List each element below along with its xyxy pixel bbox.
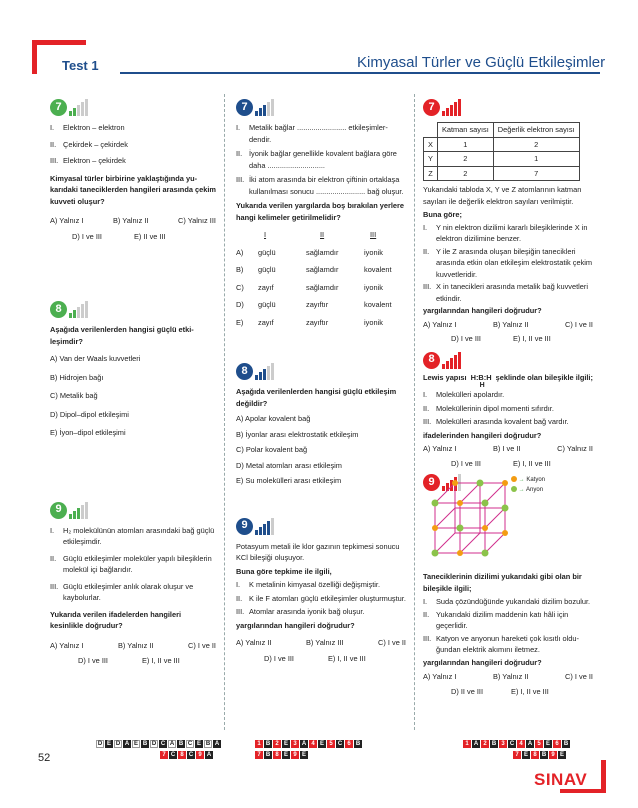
- answer-chip: 6: [553, 740, 561, 748]
- option-c[interactable]: C) Yalnız III: [178, 216, 216, 225]
- q9-options-row2: [50, 655, 216, 667]
- answer-chip: C: [188, 752, 194, 758]
- legend: [511, 475, 545, 495]
- cell: sağlamdır: [306, 247, 339, 257]
- ion-cation: [482, 525, 488, 531]
- answer-chip: 8: [273, 751, 281, 759]
- cell: X: [424, 137, 438, 152]
- answer-chip: 8: [178, 751, 186, 759]
- corner-mark-bottom-h: [560, 789, 606, 793]
- answer-chip: C: [337, 741, 343, 747]
- col-head-3: III: [370, 230, 377, 239]
- crystal-lattice-diagram: [425, 473, 525, 565]
- q8-badge: [423, 351, 593, 369]
- q7-statements: [236, 122, 406, 197]
- option-b[interactable]: B) I ve II: [493, 444, 521, 453]
- difficulty-bars-icon: [69, 301, 88, 318]
- answer-chip: 2: [481, 740, 489, 748]
- cell: güçlü: [258, 265, 276, 274]
- question-number: 8: [423, 352, 440, 369]
- option-e[interactable]: E) I, II ve III: [511, 686, 549, 696]
- option-e[interactable]: E) İyon–dipol etkileşimi: [50, 428, 126, 437]
- cell: zayıftır: [306, 300, 329, 309]
- question-number: 9: [50, 502, 67, 519]
- option-e[interactable]: E) II ve III: [133, 231, 166, 241]
- answer-chip: A: [527, 741, 533, 747]
- q8-badge: [236, 362, 406, 380]
- answer-chip: B: [205, 741, 211, 747]
- option-b[interactable]: B) Yalnız II: [118, 640, 154, 650]
- cell: iyonik: [364, 317, 383, 327]
- q7-stem-1: Buna göre;: [423, 210, 463, 219]
- answer-chip: 4: [309, 740, 317, 748]
- table-row: [424, 137, 580, 152]
- q7-intro: Yukarıdaki tabloda X, Y ve Z atomlarının katman sayıları ile değerlik elektron sayıları verilmiştir.: [423, 185, 582, 206]
- q7-badge: [423, 98, 593, 116]
- answer-chip: 7: [255, 751, 263, 759]
- q7-badge: [236, 98, 406, 116]
- difficulty-bars-icon: [442, 99, 461, 116]
- option-e[interactable]: E) I, II ve III: [512, 334, 551, 343]
- cell: zayıftır: [306, 317, 329, 327]
- ion-anion: [482, 550, 489, 557]
- ion-anion: [482, 500, 489, 507]
- option-e[interactable]: E) Su molekülleri arası etkileşim: [236, 476, 342, 485]
- answer-chip: B: [142, 741, 148, 747]
- column-divider-2: [414, 94, 415, 730]
- answer-chip: 8: [531, 751, 539, 759]
- q8-choices: [50, 353, 216, 439]
- statement: III. Elektron – çekirdek: [50, 156, 126, 165]
- option-a[interactable]: A) Yalnız I: [423, 444, 457, 453]
- q9-stem: Taneciklerinin dizilimi yukarıdaki gibi olan bir bileşikle ilgili;: [423, 572, 582, 593]
- option-d[interactable]: D) Dipol–dipol etkileşimi: [50, 409, 129, 419]
- question-number: 9: [423, 474, 440, 491]
- legend-anion: → Anyon: [511, 485, 545, 495]
- q7-badge: [50, 98, 216, 116]
- statement: II. Y ile Z arasında oluşan bileşiğin tanecikleri arasında etkin olan etkileşim elektrostatik çekim kuvvetleridir.: [423, 246, 593, 279]
- difficulty-bars-icon: [69, 99, 88, 116]
- answer-key-3-top: [463, 740, 570, 748]
- q7-statements: [423, 222, 593, 305]
- option-e[interactable]: E) I, II ve III: [141, 656, 180, 665]
- statement: III. Güçlü etkileşimler anlık olarak oluşur ve kaybolurlar.: [50, 581, 194, 602]
- q9-statements: [423, 596, 593, 656]
- answer-chip: 7: [513, 751, 521, 759]
- option-c[interactable]: C) Yalnız II: [557, 444, 593, 453]
- q9-options-row2: [236, 653, 406, 665]
- ion-cation: [457, 500, 463, 506]
- statement: II. Yukarıdaki dizilim maddenin katı hâli için geçerlidir.: [423, 609, 569, 630]
- answer-chip: 4: [517, 740, 525, 748]
- option-e[interactable]: E) I, II ve III: [512, 458, 551, 468]
- q9-options-row1: [236, 637, 406, 649]
- statement: II. İyonik bağlar genellikle kovalent bağlara göre daha ............................: [236, 149, 397, 170]
- question-number: 7: [423, 99, 440, 116]
- answer-chip: E: [133, 741, 138, 747]
- lewis-prefix: Lewis yapısı: [423, 372, 467, 382]
- header-rule: [120, 72, 600, 74]
- cell: sağlamdır: [306, 282, 339, 292]
- column-3: [423, 98, 593, 697]
- answer-chip: E: [106, 741, 111, 747]
- answer-chip: E: [319, 741, 324, 747]
- atom-table: [423, 122, 580, 181]
- difficulty-bars-icon: [255, 518, 274, 535]
- ion-cation: [432, 525, 438, 531]
- answer-chip: B: [355, 741, 361, 747]
- cell: 1: [493, 152, 579, 167]
- q8-options-row1: [423, 443, 593, 455]
- cell: 2: [437, 152, 493, 167]
- q9-statements: [50, 525, 216, 604]
- statement: II. Güçlü etkileşimler moleküler yapılı bileşiklerin molekül içi bağlarıdır.: [50, 553, 212, 574]
- cell: güçlü: [258, 247, 276, 257]
- answer-chip: B: [265, 741, 271, 747]
- answer-chip: C: [160, 741, 166, 747]
- option-a[interactable]: A) Apolar kovalent bağ: [236, 414, 311, 423]
- cell: Y: [424, 152, 438, 167]
- answer-chip: E: [283, 741, 288, 747]
- q8-choices: [236, 413, 406, 487]
- column-1: [50, 98, 216, 667]
- difficulty-bars-icon: [255, 363, 274, 380]
- statement: II. Çekirdek – çekirdek: [50, 139, 128, 149]
- statement: I. Suda çözündüğünde yukarıdaki dizilim bozulur.: [423, 597, 591, 606]
- q9-intro: Potasyum metali ile klor gazının tepkimesi sonucu KCl bileşiği oluşuyor.: [236, 541, 400, 562]
- option-d[interactable]: D) I ve III: [264, 653, 294, 663]
- cell: 2: [493, 137, 579, 152]
- answer-chip: E: [523, 752, 528, 758]
- corner-mark-top-h: [32, 40, 86, 45]
- answer-chip: E: [283, 752, 288, 758]
- question-number: 7: [50, 99, 67, 116]
- question-number: 7: [236, 99, 253, 116]
- option-d[interactable]: D) I ve III: [78, 656, 108, 665]
- column-divider-1: [224, 94, 225, 730]
- answer-key-3-bot: [513, 751, 566, 759]
- answer-chip: B: [541, 752, 547, 758]
- answer-chip: E: [301, 752, 306, 758]
- q9-header: [423, 473, 593, 571]
- answer-chip: 7: [160, 751, 168, 759]
- cell: kovalent: [364, 265, 392, 274]
- ion-cation: [452, 480, 458, 486]
- cell: Değerlik elektron sayısı: [493, 123, 579, 138]
- q9-stem-1: Buna göre tepkime ile ilgili,: [236, 566, 332, 576]
- answer-chip: 1: [463, 740, 471, 748]
- option-d[interactable]: D) I ve III: [451, 458, 481, 468]
- ion-cation: [502, 530, 508, 536]
- ion-cation: [457, 550, 463, 556]
- answer-chip: E: [559, 752, 564, 758]
- page-number: 52: [38, 752, 51, 764]
- answer-chip: 5: [535, 740, 543, 748]
- ion-anion: [477, 480, 484, 487]
- q9-statements: [236, 579, 406, 618]
- option-b[interactable]: B) İyonlar arası elektrostatik etkileşim: [236, 429, 359, 439]
- q8-statements: [423, 389, 593, 428]
- col-head-2: II: [320, 230, 325, 239]
- q7-options-row2: [50, 231, 216, 243]
- q9-badge: [236, 517, 406, 535]
- option-a[interactable]: A) Yalnız II: [236, 638, 272, 647]
- answer-chip: A: [473, 741, 479, 747]
- answer-chip: B: [563, 741, 569, 747]
- answer-chip: A: [206, 752, 212, 758]
- option-d[interactable]: D): [236, 300, 244, 309]
- answer-chip: B: [178, 741, 184, 747]
- answer-chip: C: [187, 741, 193, 747]
- option-a[interactable]: A) Yalnız I: [423, 319, 457, 329]
- answer-chip: 9: [196, 751, 204, 759]
- cell: Katman sayısı: [437, 123, 493, 138]
- legend-cation: → Katyon: [511, 475, 545, 485]
- cell: [424, 123, 438, 138]
- q7-options-row1: [50, 215, 216, 227]
- answer-chip: C: [170, 752, 176, 758]
- q9-stem: Yukarıda verilen ifadelerden hangileri kesinlikle doğrudur?: [50, 609, 182, 630]
- column-2: [236, 98, 406, 664]
- q7-stem: Yukarıda verilen yargılarda boş bırakılan yerlere hangi kelimeler getirilmelidir?: [236, 201, 405, 222]
- answer-chip: 2: [273, 740, 281, 748]
- lewis-bottom-atom: H: [479, 381, 485, 389]
- q8-stem: Aşağıda verilenlerden hangisi güçlü etkileşim değildir?: [236, 387, 397, 408]
- option-b[interactable]: B): [236, 265, 244, 274]
- table-row: [424, 166, 580, 181]
- cell: kovalent: [364, 300, 392, 309]
- option-d[interactable]: D) II ve III: [451, 686, 484, 696]
- test-label: Test 1: [62, 58, 99, 73]
- cell: Z: [424, 166, 438, 181]
- statement: I. H₂ molekülünün atomları arasındaki bağ güçlü etkileşimdir.: [50, 525, 215, 546]
- option-c[interactable]: C) Polar kovalent bağ: [236, 445, 308, 454]
- statement: I. Elektron – elektron: [50, 123, 125, 132]
- difficulty-bars-icon: [255, 99, 274, 116]
- option-a[interactable]: A) Yalnız I: [50, 640, 84, 650]
- answer-chip: C: [509, 741, 515, 747]
- lewis-suffix: şeklinde olan bileşikle ilgili;: [495, 372, 593, 382]
- page-title: Kimyasal Türler ve Güçlü Etkileşimler: [357, 54, 606, 71]
- answer-chip: 3: [291, 740, 299, 748]
- q8-options-row2: [423, 458, 593, 470]
- answer-chip: D: [115, 741, 121, 747]
- q8-stem: Aşağıda verilenlerden hangisi güçlü etkileşimdir?: [50, 325, 194, 346]
- option-b[interactable]: B) Yalnız III: [306, 638, 344, 647]
- cell: zayıf: [258, 282, 274, 292]
- brand-logo: SINAV: [534, 770, 588, 789]
- answer-key-2-top: [255, 740, 362, 748]
- option-b[interactable]: B) Yalnız II: [493, 672, 529, 681]
- answer-chip: E: [545, 741, 550, 747]
- answer-chip: B: [265, 752, 271, 758]
- cell: 7: [493, 166, 579, 181]
- answer-chip: 6: [345, 740, 353, 748]
- option-c[interactable]: C): [236, 282, 244, 292]
- statement: III. Molekülleri arasında kovalent bağ vardır.: [423, 417, 569, 426]
- option-d[interactable]: D) Metal atomları arası etkileşim: [236, 460, 342, 470]
- corner-mark-top-v: [32, 40, 37, 74]
- option-e[interactable]: E) I, II ve III: [327, 653, 366, 663]
- statement: III. İki atom arasında bir elektron çiftinin ortaklaşa kullanılması sonucu ........................ bağ oluşur.: [236, 175, 404, 196]
- q9-stem-2: yargılarından hangileri doğrudur?: [236, 620, 355, 630]
- statement: III. Katyon ve anyonun hareketi çok kısıtlı olduğundan elektrik akımını iletmez.: [423, 633, 579, 654]
- cell: iyonik: [364, 247, 383, 257]
- option-c[interactable]: C) I ve II: [188, 640, 216, 650]
- statement: II. K ile F atomları güçlü etkileşimler oluşturmuştur.: [236, 593, 406, 603]
- answer-chip: 9: [291, 751, 299, 759]
- q7-choice-table: [236, 229, 406, 328]
- q9-options-row1: [50, 640, 216, 652]
- table-header: [424, 123, 580, 138]
- question-number: 8: [50, 301, 67, 318]
- option-d[interactable]: D) I ve III: [72, 231, 102, 241]
- q9-badge: [50, 501, 216, 519]
- answer-chip: A: [301, 741, 307, 747]
- q8-stem-2: ifadelerinden hangileri doğrudur?: [423, 430, 542, 440]
- option-b[interactable]: B) Yalnız II: [493, 319, 529, 329]
- option-a[interactable]: A) Van der Waals kuvvetleri: [50, 354, 141, 363]
- corner-mark-bottom-v: [601, 760, 606, 793]
- ion-anion: [457, 525, 464, 532]
- answer-chip: A: [169, 741, 175, 747]
- option-e[interactable]: E): [236, 317, 244, 327]
- lewis-structure: [470, 372, 492, 389]
- statement: II. Moleküllerinin dipol momenti sıfırdır.: [423, 403, 554, 413]
- question-number: 8: [236, 363, 253, 380]
- ion-anion: [432, 500, 439, 507]
- cation-dot-icon: [511, 476, 517, 482]
- difficulty-bars-icon: [69, 502, 88, 519]
- answer-chip: D: [97, 741, 103, 747]
- q8-stem: [423, 372, 593, 389]
- cell: güçlü: [258, 300, 276, 309]
- col-head-1: I: [264, 230, 267, 239]
- option-b[interactable]: B) Yalnız II: [113, 216, 149, 225]
- anion-dot-icon: [511, 486, 517, 492]
- option-c[interactable]: C) I ve II: [378, 638, 406, 647]
- answer-chip: 3: [499, 740, 507, 748]
- difficulty-bars-icon: [442, 352, 461, 369]
- answer-chip: 5: [327, 740, 335, 748]
- option-b[interactable]: B) Hidrojen bağı: [50, 372, 104, 382]
- statement: I. K metalinin kimyasal özelliği değişmiştir.: [236, 580, 381, 589]
- statement: I. Metalik bağlar ........................ etkileşimlerdendir.: [236, 123, 388, 144]
- statement: I. Molekülleri apolardır.: [423, 390, 505, 399]
- ion-anion: [502, 505, 509, 512]
- q7-statements: [50, 122, 216, 167]
- option-d[interactable]: D) I ve III: [451, 334, 481, 343]
- q7-options-row2: [423, 333, 593, 345]
- q8-badge: [50, 300, 216, 318]
- option-a[interactable]: A) Yalnız I: [423, 672, 457, 681]
- q9-options-row2: [423, 686, 593, 698]
- statement: III. X in tanecikleri arasında metalik bağ kuvvetleri etkindir.: [423, 282, 588, 303]
- question-number: 9: [236, 518, 253, 535]
- q7-stem-2: yargılarından hangileri doğrudur?: [423, 306, 542, 315]
- answer-key-1-bot: [160, 751, 213, 759]
- option-c[interactable]: C) I ve II: [565, 319, 593, 329]
- answer-chip: 1: [255, 740, 263, 748]
- option-a[interactable]: A) Yalnız I: [50, 216, 84, 225]
- statement: III. Atomlar arasında iyonik bağ oluşur.: [236, 607, 365, 616]
- answer-chip: B: [491, 741, 497, 747]
- q7-stem: Kimyasal türler birbirine yaklaştığında yukarıdaki taneciklerden hangileri arasında çekim kuvveti oluşur?: [50, 173, 216, 206]
- table-row: [424, 152, 580, 167]
- answer-chip: A: [124, 741, 130, 747]
- answer-key-2-bot: [255, 751, 308, 759]
- q9-stem-2: yargılarından hangileri doğrudur?: [423, 657, 542, 667]
- ion-anion: [432, 550, 439, 557]
- answer-chip: D: [151, 741, 157, 747]
- answer-chip: E: [196, 741, 201, 747]
- answer-key-1-top: [96, 740, 221, 748]
- statement: I. Y nin elektron dizilimi kararlı bileşiklerinde X in elektron dizilimine benzer.: [423, 222, 588, 243]
- cell: sağlamdır: [306, 265, 339, 274]
- cell: iyonik: [364, 282, 383, 292]
- ion-cation: [502, 480, 508, 486]
- q9-options-row1: [423, 671, 593, 683]
- lewis-formula: H:B:H: [470, 372, 492, 382]
- q7-options-row1: [423, 319, 593, 331]
- cell: 1: [437, 137, 493, 152]
- option-a[interactable]: A): [236, 247, 244, 257]
- option-c[interactable]: C) I ve II: [565, 672, 593, 681]
- cell: zayıf: [258, 317, 274, 327]
- answer-chip: 9: [549, 751, 557, 759]
- cell: 2: [437, 166, 493, 181]
- answer-chip: A: [214, 741, 220, 747]
- option-c[interactable]: C) Metalik bağ: [50, 391, 98, 400]
